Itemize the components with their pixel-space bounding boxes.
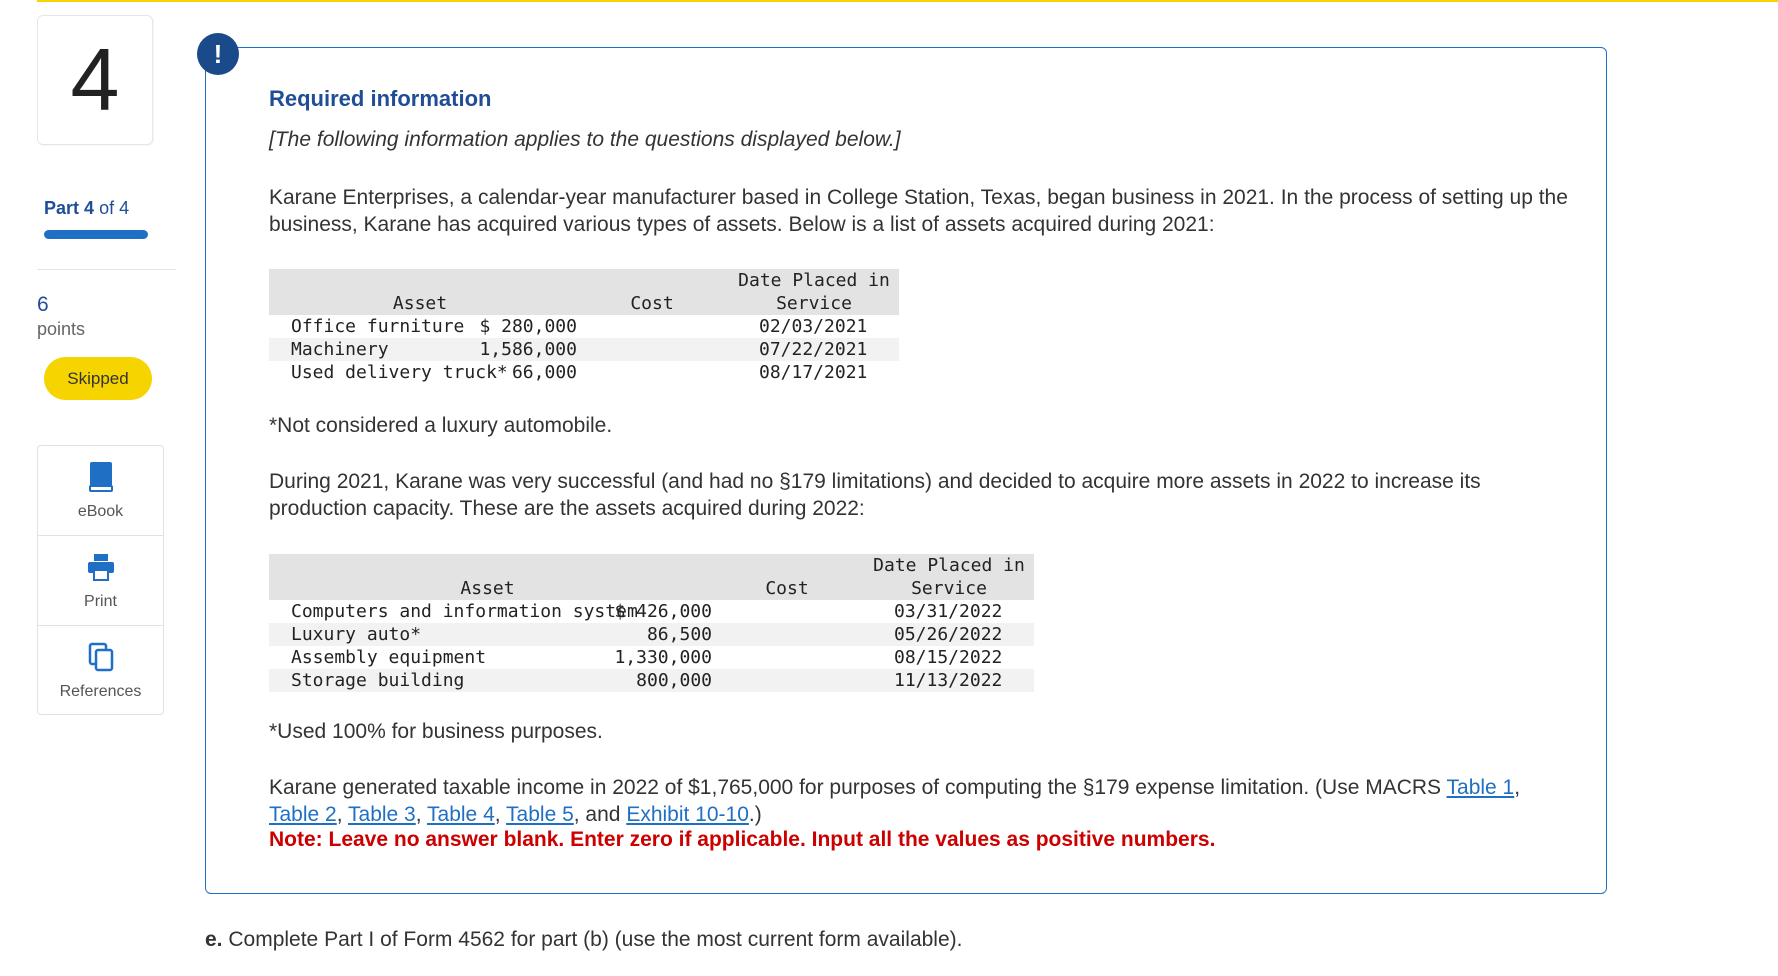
link-table-1[interactable]: Table 1 bbox=[1446, 776, 1515, 799]
table-row bbox=[269, 361, 899, 384]
assets-2021-table bbox=[269, 269, 899, 384]
part-progress-bar bbox=[44, 230, 148, 239]
asset-cell: Assembly equipment bbox=[291, 647, 487, 668]
link-separator: , bbox=[494, 803, 507, 826]
points-label: points bbox=[37, 319, 86, 339]
cost-cell: 1,330,000 bbox=[614, 647, 712, 668]
alert-icon: ! bbox=[197, 33, 239, 75]
link-table-2[interactable]: Table 2 bbox=[269, 803, 337, 826]
header-asset: Asset bbox=[460, 578, 515, 599]
ebook-button[interactable] bbox=[37, 445, 164, 535]
taxable-income-paragraph bbox=[269, 774, 1569, 828]
asset-cell: Luxury auto* bbox=[291, 624, 422, 645]
header-date-line1: Date Placed in bbox=[873, 555, 1025, 576]
book-icon bbox=[38, 460, 163, 494]
part-current: 4 bbox=[84, 198, 95, 218]
asset-cell: Computers and information system bbox=[291, 601, 638, 622]
cost-cell: 1,586,000 bbox=[479, 339, 577, 360]
asset-cell: Used delivery truck* bbox=[291, 362, 508, 383]
asset-cell: Machinery bbox=[291, 339, 389, 360]
part-word: Part bbox=[44, 198, 80, 218]
link-separator: , and bbox=[573, 803, 627, 826]
table-row bbox=[269, 669, 1034, 692]
cost-cell: $ 280,000 bbox=[479, 316, 577, 337]
link-exhibit-10-10[interactable]: Exhibit 10-10 bbox=[626, 803, 749, 826]
question-prompt bbox=[205, 928, 962, 952]
table-row bbox=[269, 646, 1034, 669]
link-table-3[interactable]: Table 3 bbox=[348, 803, 416, 826]
date-cell: 03/31/2022 bbox=[894, 601, 1003, 622]
table-row bbox=[269, 315, 899, 338]
paragraph3-end: .) bbox=[748, 803, 762, 826]
table-header bbox=[269, 554, 1034, 600]
header-date-line2: Service bbox=[776, 293, 852, 314]
table-row bbox=[269, 338, 899, 361]
header-cost: Cost bbox=[765, 578, 809, 599]
part-indicator bbox=[44, 198, 129, 219]
link-separator: , bbox=[1514, 776, 1521, 799]
question-number-card bbox=[37, 15, 153, 145]
question-text: Complete Part I of Form 4562 for part (b) (use the most current form available). bbox=[228, 928, 963, 951]
footnote-2022: *Used 100% for business purposes. bbox=[269, 720, 603, 743]
copy-icon bbox=[38, 640, 163, 674]
asset-cell: Storage building bbox=[291, 670, 465, 691]
question-number: 4 bbox=[70, 30, 120, 129]
link-table-5[interactable]: Table 5 bbox=[506, 803, 574, 826]
footnote-2021: *Not considered a luxury automobile. bbox=[269, 414, 613, 437]
cost-cell: $ 426,000 bbox=[614, 601, 712, 622]
paragraph-2022: During 2021, Karane was very successful (and had no §179 limitations) and decided to acquire more assets in 2022 to increase its production capacity. These are the assets acquired during 2022: bbox=[269, 470, 1481, 520]
date-cell: 08/17/2021 bbox=[759, 362, 868, 383]
date-cell: 11/13/2022 bbox=[894, 670, 1003, 691]
required-info-subtitle: [The following information applies to the questions displayed below.] bbox=[269, 128, 901, 151]
header-date-line2: Service bbox=[911, 578, 987, 599]
print-label: Print bbox=[84, 593, 117, 610]
intro-paragraph: Karane Enterprises, a calendar-year manufacturer based in College Station, Texas, began business in 2021. In the process of setting up the business, Karane has acquired various types of assets. Below is a list of assets acquired during 2021: bbox=[269, 186, 1568, 236]
header-cost: Cost bbox=[630, 293, 674, 314]
cost-cell: 800,000 bbox=[636, 670, 712, 691]
date-cell: 08/15/2022 bbox=[894, 647, 1003, 668]
date-cell: 07/22/2021 bbox=[759, 339, 868, 360]
link-separator: , bbox=[336, 803, 349, 826]
date-cell: 05/26/2022 bbox=[894, 624, 1003, 645]
question-letter: e. bbox=[205, 928, 223, 951]
cost-cell: 66,000 bbox=[511, 362, 577, 383]
references-label: References bbox=[59, 683, 142, 700]
status-badge: Skipped bbox=[44, 357, 152, 400]
tool-panel bbox=[37, 445, 164, 715]
top-accent-line bbox=[37, 0, 1778, 2]
link-table-4[interactable]: Table 4 bbox=[427, 803, 495, 826]
header-asset: Asset bbox=[392, 293, 448, 314]
table-header bbox=[269, 269, 899, 315]
link-separator: , bbox=[415, 803, 428, 826]
asset-cell: Office furniture bbox=[291, 316, 465, 337]
points-value: 6 bbox=[37, 293, 49, 316]
cost-cell: 86,500 bbox=[646, 624, 712, 645]
rail-divider bbox=[37, 269, 176, 270]
printer-icon bbox=[38, 550, 163, 584]
header-date-line1: Date Placed in bbox=[738, 270, 890, 291]
table-row bbox=[269, 600, 1034, 623]
required-info-title: Required information bbox=[269, 86, 492, 111]
instruction-note: Note: Leave no answer blank. Enter zero if applicable. Input all the values as positive numbers. bbox=[269, 828, 1216, 851]
references-button[interactable] bbox=[37, 625, 164, 715]
assets-2022-table bbox=[269, 554, 1034, 692]
part-of-total: of 4 bbox=[99, 198, 130, 218]
print-button[interactable] bbox=[37, 535, 164, 625]
table-row bbox=[269, 623, 1034, 646]
paragraph3-text: Karane generated taxable income in 2022 of $1,765,000 for purposes of computing the §179 expense limitation. (Use MACRS bbox=[269, 776, 1447, 799]
date-cell: 02/03/2021 bbox=[759, 316, 868, 337]
ebook-label: eBook bbox=[77, 503, 124, 520]
